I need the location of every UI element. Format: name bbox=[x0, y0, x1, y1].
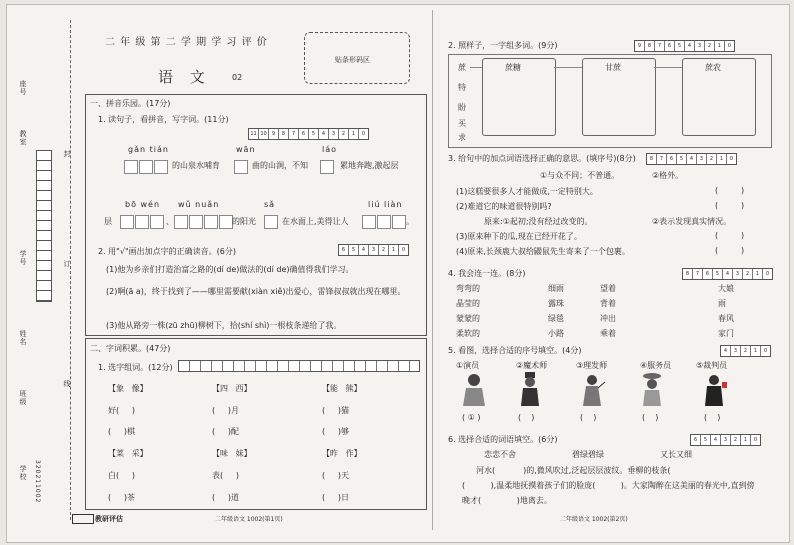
row3-c: ( )天 bbox=[322, 471, 349, 480]
q3-item-3: (3)原来种下的瓜,现在已经开花了。 bbox=[456, 232, 582, 241]
q4-a-2: 晶莹的 bbox=[456, 299, 480, 308]
row4-b: ( )道 bbox=[212, 493, 239, 502]
q5-ans-5: ( ) bbox=[704, 413, 721, 422]
s1-q2-2: (2)啊(ā a)，终于找到了——哪里需要献(xiàn xiě)出爱心，雷锋叔叔就出现在哪里。 bbox=[106, 287, 406, 296]
footer-right: 二年级语文 1002(第2页) bbox=[560, 516, 628, 523]
r-q4: 4. 我会连一连。(8分) bbox=[448, 269, 526, 278]
row1-b: ( )月 bbox=[212, 406, 239, 415]
q6-text-1: 河水( )的,微风吹过,泛起层层波纹。垂柳的枝条( bbox=[476, 466, 671, 475]
r-q3-score: 8 7 6 5 4 3 2 1 0 bbox=[646, 153, 737, 165]
q5-answer: ① bbox=[467, 413, 475, 422]
q5-opt-3: ③理发师 bbox=[576, 361, 608, 370]
line-mark: 线 bbox=[63, 380, 71, 388]
row2-c: ( )够 bbox=[322, 427, 349, 436]
py-sa: sǎ bbox=[264, 200, 276, 209]
q4-c-3: 冲出 bbox=[600, 314, 616, 323]
q4-b-1: 细雨 bbox=[548, 284, 564, 293]
q2-char-3: 盼 bbox=[458, 103, 466, 112]
r-q5-score: 4 3 2 1 0 bbox=[720, 345, 771, 357]
l1-text-1: 的山泉水哺育 bbox=[172, 161, 220, 170]
figure-magician bbox=[516, 372, 544, 408]
figure-waiter bbox=[638, 372, 666, 408]
q3-ans-3: ( ) bbox=[715, 231, 745, 240]
group-3: 【能 熊】 bbox=[322, 384, 362, 393]
q2-arrow-2 bbox=[554, 67, 582, 68]
q5-opt-1: ①演员 bbox=[456, 361, 480, 370]
q4-d-1: 大娘 bbox=[718, 284, 734, 293]
left-margin bbox=[14, 20, 74, 520]
q4-a-1: 弯弯的 bbox=[456, 284, 480, 293]
write-cells-7 bbox=[362, 211, 407, 230]
q3-item-1: (1)这糕要很多人才能做成,一定特别大。 bbox=[456, 187, 598, 196]
s1-q1: 1. 读句子，看拼音，写字词。(11分) bbox=[98, 115, 229, 124]
row4-c: ( )日 bbox=[322, 493, 349, 502]
l2-text-0: 层 bbox=[104, 217, 112, 226]
py-gantian: gǎn tián bbox=[128, 145, 169, 154]
l2-text-3: 在水面上,美得让人 bbox=[282, 217, 349, 226]
row1-a: 好( ) bbox=[108, 406, 135, 415]
row3-a: 白( ) bbox=[108, 471, 135, 480]
write-cells-5 bbox=[174, 211, 234, 230]
fold-line bbox=[432, 10, 433, 530]
q4-b-4: 小路 bbox=[548, 329, 564, 338]
q3-item-4: (4)原来,长颈鹿大叔给鼹鼠先生寄来了一个包裹。 bbox=[456, 247, 630, 256]
row1-c: ( )猫 bbox=[322, 406, 349, 415]
name-label: 姓名 bbox=[19, 330, 27, 346]
q6-word-3: 又长又细 bbox=[660, 450, 692, 459]
l1-text-3: 累地奔跑,激起层 bbox=[340, 161, 399, 170]
q5-ans-1: ( ① ) bbox=[462, 413, 481, 422]
write-cells-1 bbox=[124, 156, 169, 175]
group-2: 【四 西】 bbox=[212, 384, 252, 393]
write-cells-6 bbox=[264, 211, 279, 230]
figure-barber bbox=[578, 372, 606, 408]
exam-id: 320211002 bbox=[34, 460, 41, 504]
class-label: 班级 bbox=[19, 390, 27, 406]
s1-q2-score: 6 5 4 3 2 1 0 bbox=[338, 244, 409, 256]
r-q6: 6. 选择合适的词语填空。(6分) bbox=[448, 435, 558, 444]
room-label: 教室 bbox=[19, 130, 27, 146]
r-q2-score: 9 8 7 6 5 4 3 2 1 0 bbox=[634, 40, 735, 52]
q2-word-3: 蔗农 bbox=[705, 63, 721, 72]
order-mark: 订 bbox=[63, 260, 71, 268]
cut-line bbox=[70, 20, 71, 520]
py-wunuan: wǔ nuǎn bbox=[178, 200, 220, 209]
s2-score-box bbox=[178, 360, 420, 372]
figure-actor bbox=[460, 372, 488, 408]
seal-mark: 封 bbox=[63, 150, 71, 158]
q4-c-1: 望着 bbox=[600, 284, 616, 293]
write-cells-4 bbox=[120, 211, 165, 230]
py-wan: wān bbox=[236, 145, 256, 154]
q4-b-3: 绿毯 bbox=[548, 314, 564, 323]
q5-ans-2: ( ) bbox=[518, 413, 535, 422]
r-q3: 3. 给句中的加点词语选择正确的意思。(填序号)(8分) bbox=[448, 154, 636, 163]
barcode-area bbox=[304, 32, 410, 84]
exam-title: 二 年 级 第 二 学 期 学 习 评 价 bbox=[105, 37, 268, 48]
q5-ans-3: ( ) bbox=[580, 413, 597, 422]
l2-text-2: 的阳光 bbox=[232, 217, 256, 226]
q2-char-5: 求 bbox=[458, 133, 466, 142]
school-label: 学校 bbox=[19, 465, 27, 481]
q2-arrow-1 bbox=[470, 67, 482, 68]
write-cells-3 bbox=[320, 156, 335, 175]
q6-word-2: 碧绿碧绿 bbox=[572, 450, 604, 459]
q4-b-2: 露珠 bbox=[548, 299, 564, 308]
q6-text-2: ( ),温柔地抚摸着孩子们的脸庞( )。大家陶醉在这美丽的春光中,直到傍 bbox=[462, 481, 755, 490]
q2-char-2: 特 bbox=[458, 83, 466, 92]
s2-q1: 1. 选字组词。(12分) bbox=[98, 363, 173, 372]
row4-a: ( )茶 bbox=[108, 493, 135, 502]
py-bowen: bō wén bbox=[125, 200, 161, 209]
row2-a: ( )棋 bbox=[108, 427, 135, 436]
q4-c-2: 背着 bbox=[600, 299, 616, 308]
group-1: 【象 像】 bbox=[108, 384, 148, 393]
l2-text-4: 。 bbox=[406, 217, 414, 226]
q2-arrow-3 bbox=[654, 67, 682, 68]
q2-word-2: 甘蔗 bbox=[605, 63, 621, 72]
q3-ans-4: ( ) bbox=[715, 246, 745, 255]
seat-grid bbox=[36, 150, 52, 302]
group-4: 【菜 采】 bbox=[108, 449, 148, 458]
q5-ans-4: ( ) bbox=[642, 413, 659, 422]
s1-q2-3: (3)他从路旁一株(zū zhū)柳树下，拾(shí shì)一根枝条递给了我。 bbox=[106, 321, 342, 330]
stamp-box bbox=[72, 514, 94, 524]
s1-q2: 2. 用"√"画出加点字的正确读音。(6分) bbox=[98, 247, 236, 256]
s2-title: 二、字词积累。(47分) bbox=[90, 344, 171, 353]
group-6: 【昨 作】 bbox=[322, 449, 362, 458]
py-lao: láo bbox=[322, 145, 338, 154]
q2-word-1: 蔗糖 bbox=[505, 63, 521, 72]
q5-opt-5: ⑤裁判员 bbox=[696, 361, 728, 370]
q5-opt-2: ②魔术师 bbox=[516, 361, 548, 370]
q6-text-3: 晚才( )地离去。 bbox=[462, 496, 552, 505]
r-q4-score: 8 7 6 5 4 3 2 1 0 bbox=[682, 268, 773, 280]
r-q6-score: 6 5 4 3 2 1 0 bbox=[690, 434, 761, 446]
seat-label: 座号 bbox=[19, 80, 27, 96]
r-q2: 2. 照样子，一字组多词。(9分) bbox=[448, 41, 558, 50]
q4-d-2: 雨 bbox=[718, 299, 726, 308]
row2-b: ( )配 bbox=[212, 427, 239, 436]
q2-char-4: 买 bbox=[458, 119, 466, 128]
footer-left: 二年级语文 1002(第1页) bbox=[215, 516, 283, 523]
q3-opt-c: 原来:①起初;没有经过改变的。 bbox=[484, 217, 593, 226]
q4-c-4: 乘着 bbox=[600, 329, 616, 338]
s1-q2-1: (1)他为乡亲们打造治富之路的(dí de)做法的(dí de)确值得我们学习。 bbox=[106, 265, 354, 274]
s1-title: 一、拼音乐园。(17分) bbox=[90, 99, 171, 108]
write-cells-2 bbox=[234, 156, 249, 175]
q3-ans-1: ( ) bbox=[715, 186, 745, 195]
group-5: 【味 妹】 bbox=[212, 449, 252, 458]
py-liulian: liú liàn bbox=[368, 200, 403, 209]
l1-text-2: 曲的山涧，不知 bbox=[252, 161, 308, 170]
footer-stamp: 教研评估 bbox=[95, 515, 123, 523]
student-no-label: 学号 bbox=[19, 250, 27, 266]
q3-opt-d: ②表示发现真实情况。 bbox=[652, 217, 732, 226]
q3-opt-a: ①与众不同；不普通。 bbox=[540, 171, 620, 180]
q3-item-2: (2)难道它的味道很特别吗? bbox=[456, 202, 552, 211]
figure-referee bbox=[700, 372, 728, 408]
q2-char-1: 蔗 bbox=[458, 63, 466, 72]
row3-b: 表( ) bbox=[212, 471, 239, 480]
subject-title: 语 文 bbox=[158, 68, 211, 86]
q4-a-3: 蒙蒙的 bbox=[456, 314, 480, 323]
l2-text-1: 、 bbox=[166, 217, 174, 226]
q4-d-3: 春风 bbox=[718, 314, 734, 323]
q4-a-4: 柔软的 bbox=[456, 329, 480, 338]
q5-opt-4: ④服务员 bbox=[640, 361, 672, 370]
subject-code: 02 bbox=[232, 73, 243, 82]
q3-opt-b: ②格外。 bbox=[652, 171, 684, 180]
r-q5: 5. 看图，选择合适的序号填空。(4分) bbox=[448, 346, 582, 355]
q6-word-1: 恋恋不舍 bbox=[484, 450, 516, 459]
q4-d-4: 家门 bbox=[718, 329, 734, 338]
q3-ans-2: ( ) bbox=[715, 201, 745, 210]
barcode-label: 贴条形码区 bbox=[335, 56, 370, 64]
s1-score-row: 11 10 9 8 7 6 5 4 3 2 1 0 bbox=[248, 128, 369, 140]
